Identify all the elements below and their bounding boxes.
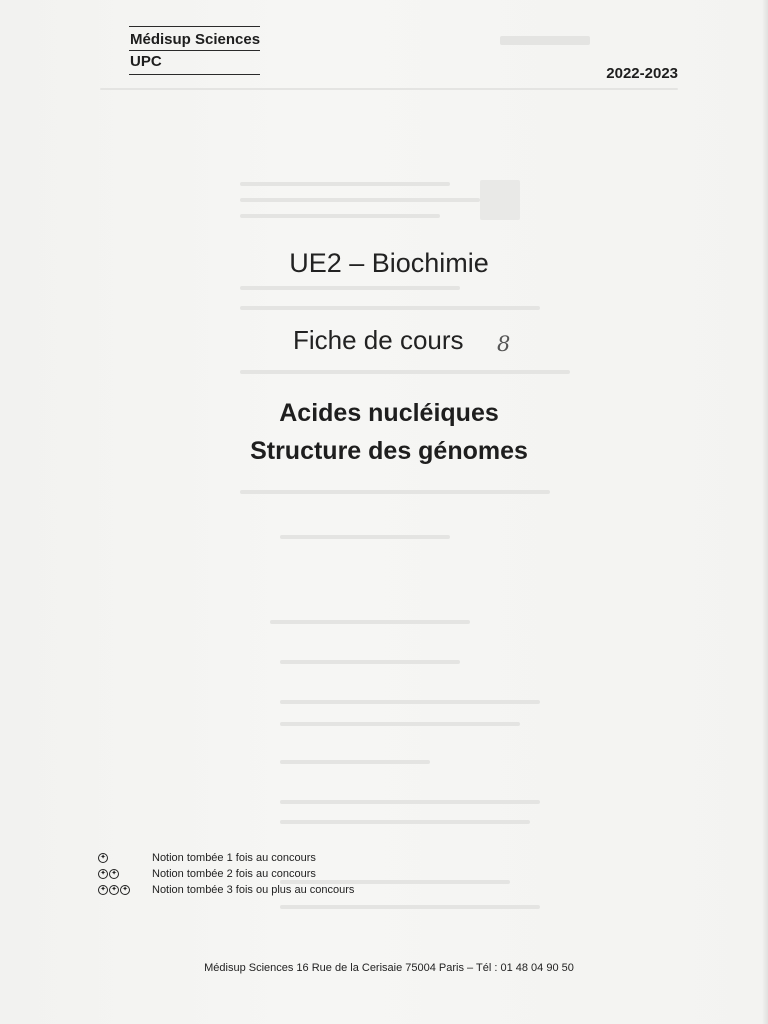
star-badge-icon bbox=[98, 885, 108, 895]
header-rule-middle bbox=[129, 50, 260, 51]
academic-year: 2022-2023 bbox=[606, 65, 678, 82]
header-rule-bottom bbox=[129, 74, 260, 75]
footer-contact: Médisup Sciences 16 Rue de la Cerisaie 75004 Paris – Tél : 01 48 04 90 50 bbox=[204, 962, 574, 974]
topic-title-line-1: Acides nucléiques bbox=[279, 399, 499, 427]
legend-label: Notion tombée 3 fois ou plus au concours bbox=[152, 884, 355, 896]
legend-label: Notion tombée 1 fois au concours bbox=[152, 852, 316, 864]
star-badge-icon bbox=[120, 885, 130, 895]
organization-name: Médisup Sciences bbox=[130, 31, 261, 48]
legend-label: Notion tombée 2 fois au concours bbox=[152, 868, 316, 880]
sheet-label: Fiche de cours bbox=[293, 325, 464, 355]
course-title: UE2 – Biochimie bbox=[289, 248, 489, 278]
legend-stars bbox=[98, 869, 152, 879]
topic-title-line-2: Structure des génomes bbox=[250, 437, 528, 465]
legend-item bbox=[98, 882, 354, 898]
legend-item bbox=[98, 850, 316, 866]
star-badge-icon bbox=[98, 853, 108, 863]
handwritten-sheet-number: 8 bbox=[497, 332, 511, 356]
university-name: UPC bbox=[130, 53, 162, 70]
star-badge-icon bbox=[109, 869, 119, 879]
star-badge-icon bbox=[109, 885, 119, 895]
legend-stars bbox=[98, 885, 152, 895]
star-badge-icon bbox=[98, 869, 108, 879]
legend-item bbox=[98, 866, 316, 882]
legend-stars bbox=[98, 853, 152, 863]
header-rule-top bbox=[129, 26, 260, 27]
